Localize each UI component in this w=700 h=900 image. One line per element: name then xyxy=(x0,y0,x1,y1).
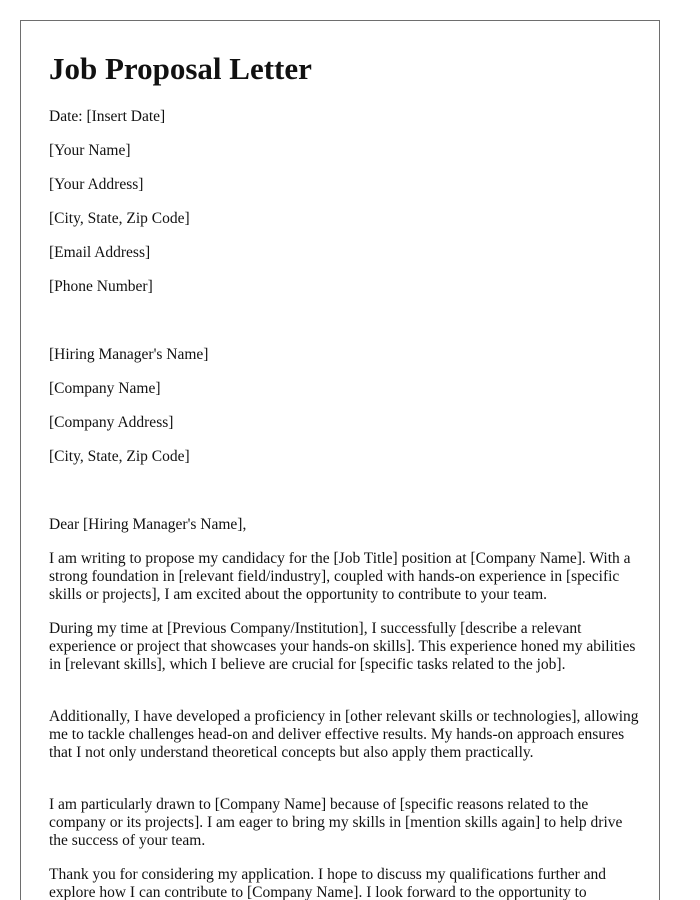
body-paragraph: I am particularly drawn to [Company Name] because of [specific reasons related to the company or its projects]. I am eager to bring my skills in [mention skills again] to help drive the success of your team. xyxy=(49,796,623,849)
body-paragraph: I am writing to propose my candidacy for the [Job Title] position at [Company Name]. With a strong foundation in [relevant field/industry], coupled with hands-on experience in [specific skills or projects], I am excited about the opportunity to contribute to your team. xyxy=(49,550,631,603)
sender-phone: [Phone Number] xyxy=(49,278,153,295)
letter-title: Job Proposal Letter xyxy=(49,51,312,86)
salutation: Dear [Hiring Manager's Name], xyxy=(49,516,247,533)
recipient-name: [Hiring Manager's Name] xyxy=(49,346,209,363)
recipient-company: [Company Name] xyxy=(49,380,161,397)
letter-page xyxy=(20,20,660,900)
body-paragraph: Thank you for considering my application. I hope to discuss my qualifications further and explore how I can contribute to [Company Name]. I look forward to the opportunity to xyxy=(49,866,607,900)
sender-address: [Your Address] xyxy=(49,176,144,193)
date-line: Date: [Insert Date] xyxy=(49,108,166,125)
recipient-city: [City, State, Zip Code] xyxy=(49,448,190,465)
recipient-address: [Company Address] xyxy=(49,414,174,431)
sender-email: [Email Address] xyxy=(49,244,151,261)
body-paragraph: During my time at [Previous Company/Institution], I successfully [describe a relevant experience or project that showcases your hands-on skills]. This experience honed my abilities in [relevant skills], which I believe are crucial for [specific tasks related to the job]. xyxy=(49,620,636,673)
body-paragraph: Additionally, I have developed a proficiency in [other relevant skills or technologies], allowing me to tackle challenges head-on and deliver effective results. My hands-on approach ensures that I not only understand theoretical concepts but also apply them practically. xyxy=(49,708,639,761)
sender-name: [Your Name] xyxy=(49,142,131,159)
sender-city: [City, State, Zip Code] xyxy=(49,210,190,227)
